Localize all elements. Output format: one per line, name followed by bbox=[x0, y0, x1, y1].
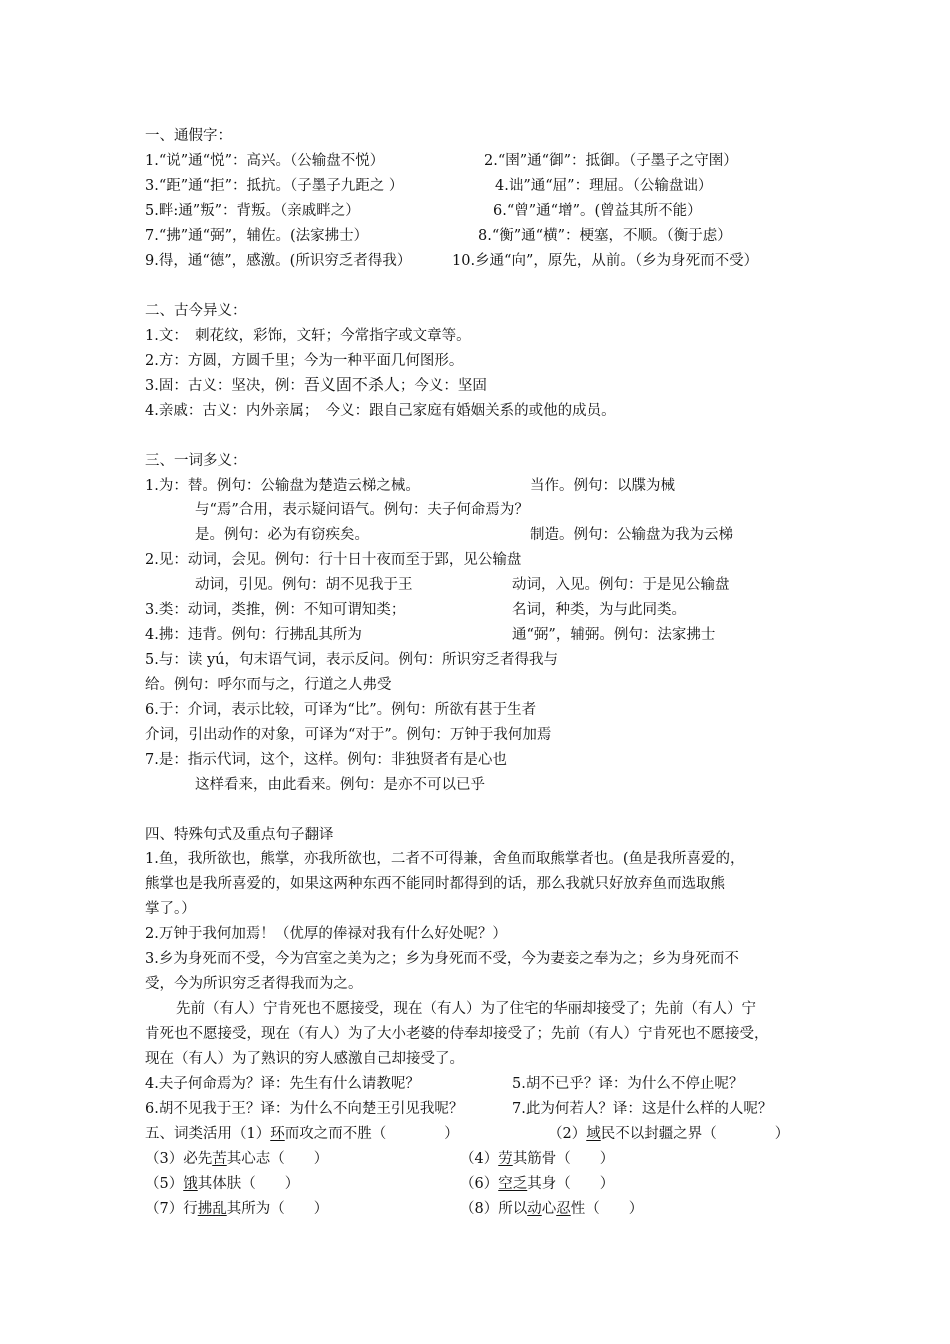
s2-item-3-suffix: ；今义：坚固 bbox=[399, 378, 487, 394]
q6-prefix: （6） bbox=[460, 1176, 499, 1192]
s3-line-12: 7.是：指示代词，这个，这样。例句：非独贤者有是心也 bbox=[145, 752, 507, 768]
s3-line-6b: 名词，种类，为与此同类。 bbox=[512, 602, 686, 618]
s3-line-3a: 是。例句：必为有窃疾矣。 bbox=[195, 527, 369, 543]
s3-line-7a: 4.拂：违背。例句：行拂乱其所为 bbox=[145, 627, 362, 643]
q7 bbox=[145, 1199, 328, 1219]
s3-line-6a: 3.类：动词，类推，例：不知可谓知类； bbox=[145, 602, 406, 618]
section-2-title: 二、古今异义： bbox=[145, 303, 247, 319]
q5 bbox=[145, 1174, 299, 1194]
s4-line-1: 1.鱼，我所欲也，熊掌，亦我所欲也，二者不可得兼，舍鱼而取熊掌者也。(鱼是我所喜爱的， bbox=[145, 851, 745, 867]
q3-suffix: 其心志（ ） bbox=[226, 1151, 329, 1167]
s1-item-7: 7.“拂”通“弼”，辅佐。(法家拂士） bbox=[145, 228, 369, 244]
s1-item-8: 8.“衡”通“横”：梗塞，不顺。（衡于虑） bbox=[478, 228, 732, 244]
q5-suffix: 其体肤（ ） bbox=[197, 1176, 300, 1192]
q2 bbox=[548, 1124, 789, 1144]
q6-suffix: 其身（ ） bbox=[527, 1176, 615, 1192]
s4-line-5: 3.乡为身死而不受，今为宫室之美为之；乡为身死而不受，今为妻妾之奉为之；乡为身死而不 bbox=[145, 951, 739, 967]
q6 bbox=[460, 1174, 614, 1194]
q8 bbox=[460, 1199, 643, 1219]
s2-item-1: 1.文： 刺花纹，彩饰，文轩；今常指字或文章等。 bbox=[145, 328, 471, 344]
s4-line-2: 熊掌也是我所喜爱的，如果这两种东西不能同时都得到的话，那么我就只好放弃鱼而选取熊 bbox=[145, 876, 725, 892]
q5-key-word: 饿 bbox=[183, 1176, 198, 1192]
s4-line-8: 肯死也不愿接受，现在（有人）为了大小老婆的侍奉却接受了；先前（有人）宁肯死也不愿接受， bbox=[145, 1026, 769, 1042]
s1-item-5: 5.畔:通”叛”：背叛。（亲戚畔之） bbox=[145, 203, 360, 219]
q8-middle: 心 bbox=[541, 1201, 557, 1217]
q1-prefix: （1） bbox=[232, 1126, 271, 1142]
section-5-title: 五、词类活用 bbox=[145, 1126, 232, 1142]
q5-prefix: （5） bbox=[145, 1176, 184, 1192]
s3-line-13: 这样看来，由此看来。例句：是亦不可以已乎 bbox=[195, 777, 485, 793]
q7-prefix: （7）行 bbox=[145, 1201, 198, 1217]
q2-prefix: （2） bbox=[548, 1126, 587, 1142]
s4-line-11a: 6.胡不见我于王？译：为什么不向楚王引见我呢？ bbox=[145, 1101, 464, 1117]
q4-key-word: 劳 bbox=[498, 1151, 513, 1167]
s2-item-3 bbox=[145, 375, 487, 396]
section-3-title: 三、一词多义： bbox=[145, 453, 247, 469]
s1-item-9: 9.得，通“德”，感激。(所识穷乏者得我） bbox=[145, 253, 412, 269]
s3-line-7b: 通“弼”，辅弼。例句：法家拂士 bbox=[512, 627, 716, 643]
s2-item-3-prefix: 3.固：古义：坚决，例： bbox=[145, 378, 304, 394]
s1-item-3: 3.“距”通“拒”：抵抗。（子墨子九距之 ） bbox=[145, 178, 404, 194]
q3-key-word: 苦 bbox=[212, 1151, 227, 1167]
s3-line-11: 介词，引出动作的对象，可译为“对于”。例句：万钟于我何加焉 bbox=[145, 727, 552, 743]
section-4-title: 四、特殊句式及重点句子翻译 bbox=[145, 827, 334, 843]
q2-suffix: 民不以封疆之界（ ） bbox=[600, 1126, 790, 1142]
s4-line-10b: 5.胡不已乎？译：为什么不停止呢？ bbox=[512, 1076, 744, 1092]
s3-line-3b: 制造。例句：公输盘为我为云梯 bbox=[530, 527, 733, 543]
s4-line-10a: 4.夫子何命焉为？译：先生有什么请教呢？ bbox=[145, 1076, 420, 1092]
s4-line-4: 2.万钟于我何加焉！（优厚的俸禄对我有什么好处呢？） bbox=[145, 926, 507, 942]
s3-line-1a: 1.为：替。例句：公输盘为楚造云梯之械。 bbox=[145, 478, 420, 494]
s3-line-4: 2.见：动词，会见。例句：行十日十夜而至于郢，见公输盘 bbox=[145, 552, 522, 568]
q8-suffix: 性（ ） bbox=[570, 1201, 644, 1217]
s2-item-3-example: 吾义固不杀人 bbox=[303, 375, 400, 394]
s3-line-5a: 动词，引见。例句：胡不见我于王 bbox=[195, 577, 413, 593]
q3-prefix: （3）必先 bbox=[145, 1151, 213, 1167]
s3-line-2: 与“焉”合用，表示疑问语气。例句：夫子何命焉为？ bbox=[195, 502, 529, 518]
q4 bbox=[460, 1149, 614, 1169]
s2-item-2: 2.方：方圆，方圆千里；今为一种平面几何图形。 bbox=[145, 353, 464, 369]
q4-suffix: 其筋骨（ ） bbox=[512, 1151, 615, 1167]
q8-key-word-1: 动 bbox=[527, 1201, 542, 1217]
s4-line-3: 掌了。） bbox=[145, 901, 196, 917]
s4-line-9: 现在（有人）为了熟识的穷人感激自己却接受了。 bbox=[145, 1051, 464, 1067]
s1-item-10: 10.乡通“向”，原先，从前。（乡为身死而不受） bbox=[452, 253, 759, 269]
q8-key-word-2: 忍 bbox=[556, 1201, 571, 1217]
s2-item-4: 4.亲戚：古义：内外亲属； 今义：跟自己家庭有婚姻关系的或他的成员。 bbox=[145, 403, 616, 419]
q6-key-word: 空乏 bbox=[498, 1176, 528, 1192]
s3-line-1b: 当作。例句：以牒为械 bbox=[530, 478, 675, 494]
s3-line-5b: 动词，入见。例句：于是见公输盘 bbox=[512, 577, 730, 593]
s4-line-11b: 7.此为何若人？译：这是什么样的人呢？ bbox=[512, 1101, 773, 1117]
s1-item-1: 1.“说”通“悦”：高兴。（公输盘不悦） bbox=[145, 153, 385, 169]
q1-key-word: 环 bbox=[270, 1126, 285, 1142]
q7-suffix: 其所为（ ） bbox=[226, 1201, 329, 1217]
s3-line-8: 5.与：读 yú，句末语气词，表示反问。例句：所识穷乏者得我与 bbox=[145, 652, 558, 668]
s1-item-4: 4.诎”通“屈”：理屈。（公输盘诎） bbox=[495, 178, 713, 194]
section-5-line-1 bbox=[145, 1124, 459, 1144]
s3-line-10: 6.于：介词，表示比较，可译为“比”。例句：所欲有甚于生者 bbox=[145, 702, 537, 718]
s4-line-6: 受，今为所识穷乏者得我而为之。 bbox=[145, 976, 363, 992]
q4-prefix: （4） bbox=[460, 1151, 499, 1167]
s1-item-2: 2.“圉”通“御”：抵御。（子墨子之守圉） bbox=[484, 153, 738, 169]
q2-key-word: 域 bbox=[586, 1126, 601, 1142]
q3 bbox=[145, 1149, 328, 1169]
s4-line-7: 先前（有人）宁肯死也不愿接受，现在（有人）为了住宅的华丽却接受了；先前（有人）宁 bbox=[176, 1001, 756, 1017]
s3-line-9: 给。例句：呼尔而与之，行道之人弗受 bbox=[145, 677, 392, 693]
q1-suffix: 而攻之而不胜（ ） bbox=[284, 1126, 459, 1142]
section-1-title: 一、通假字： bbox=[145, 128, 232, 144]
q8-prefix: （8）所以 bbox=[460, 1201, 528, 1217]
q7-key-word: 拂乱 bbox=[197, 1201, 227, 1217]
s1-item-6: 6.“曾”通“增”。(曾益其所不能） bbox=[493, 203, 702, 219]
